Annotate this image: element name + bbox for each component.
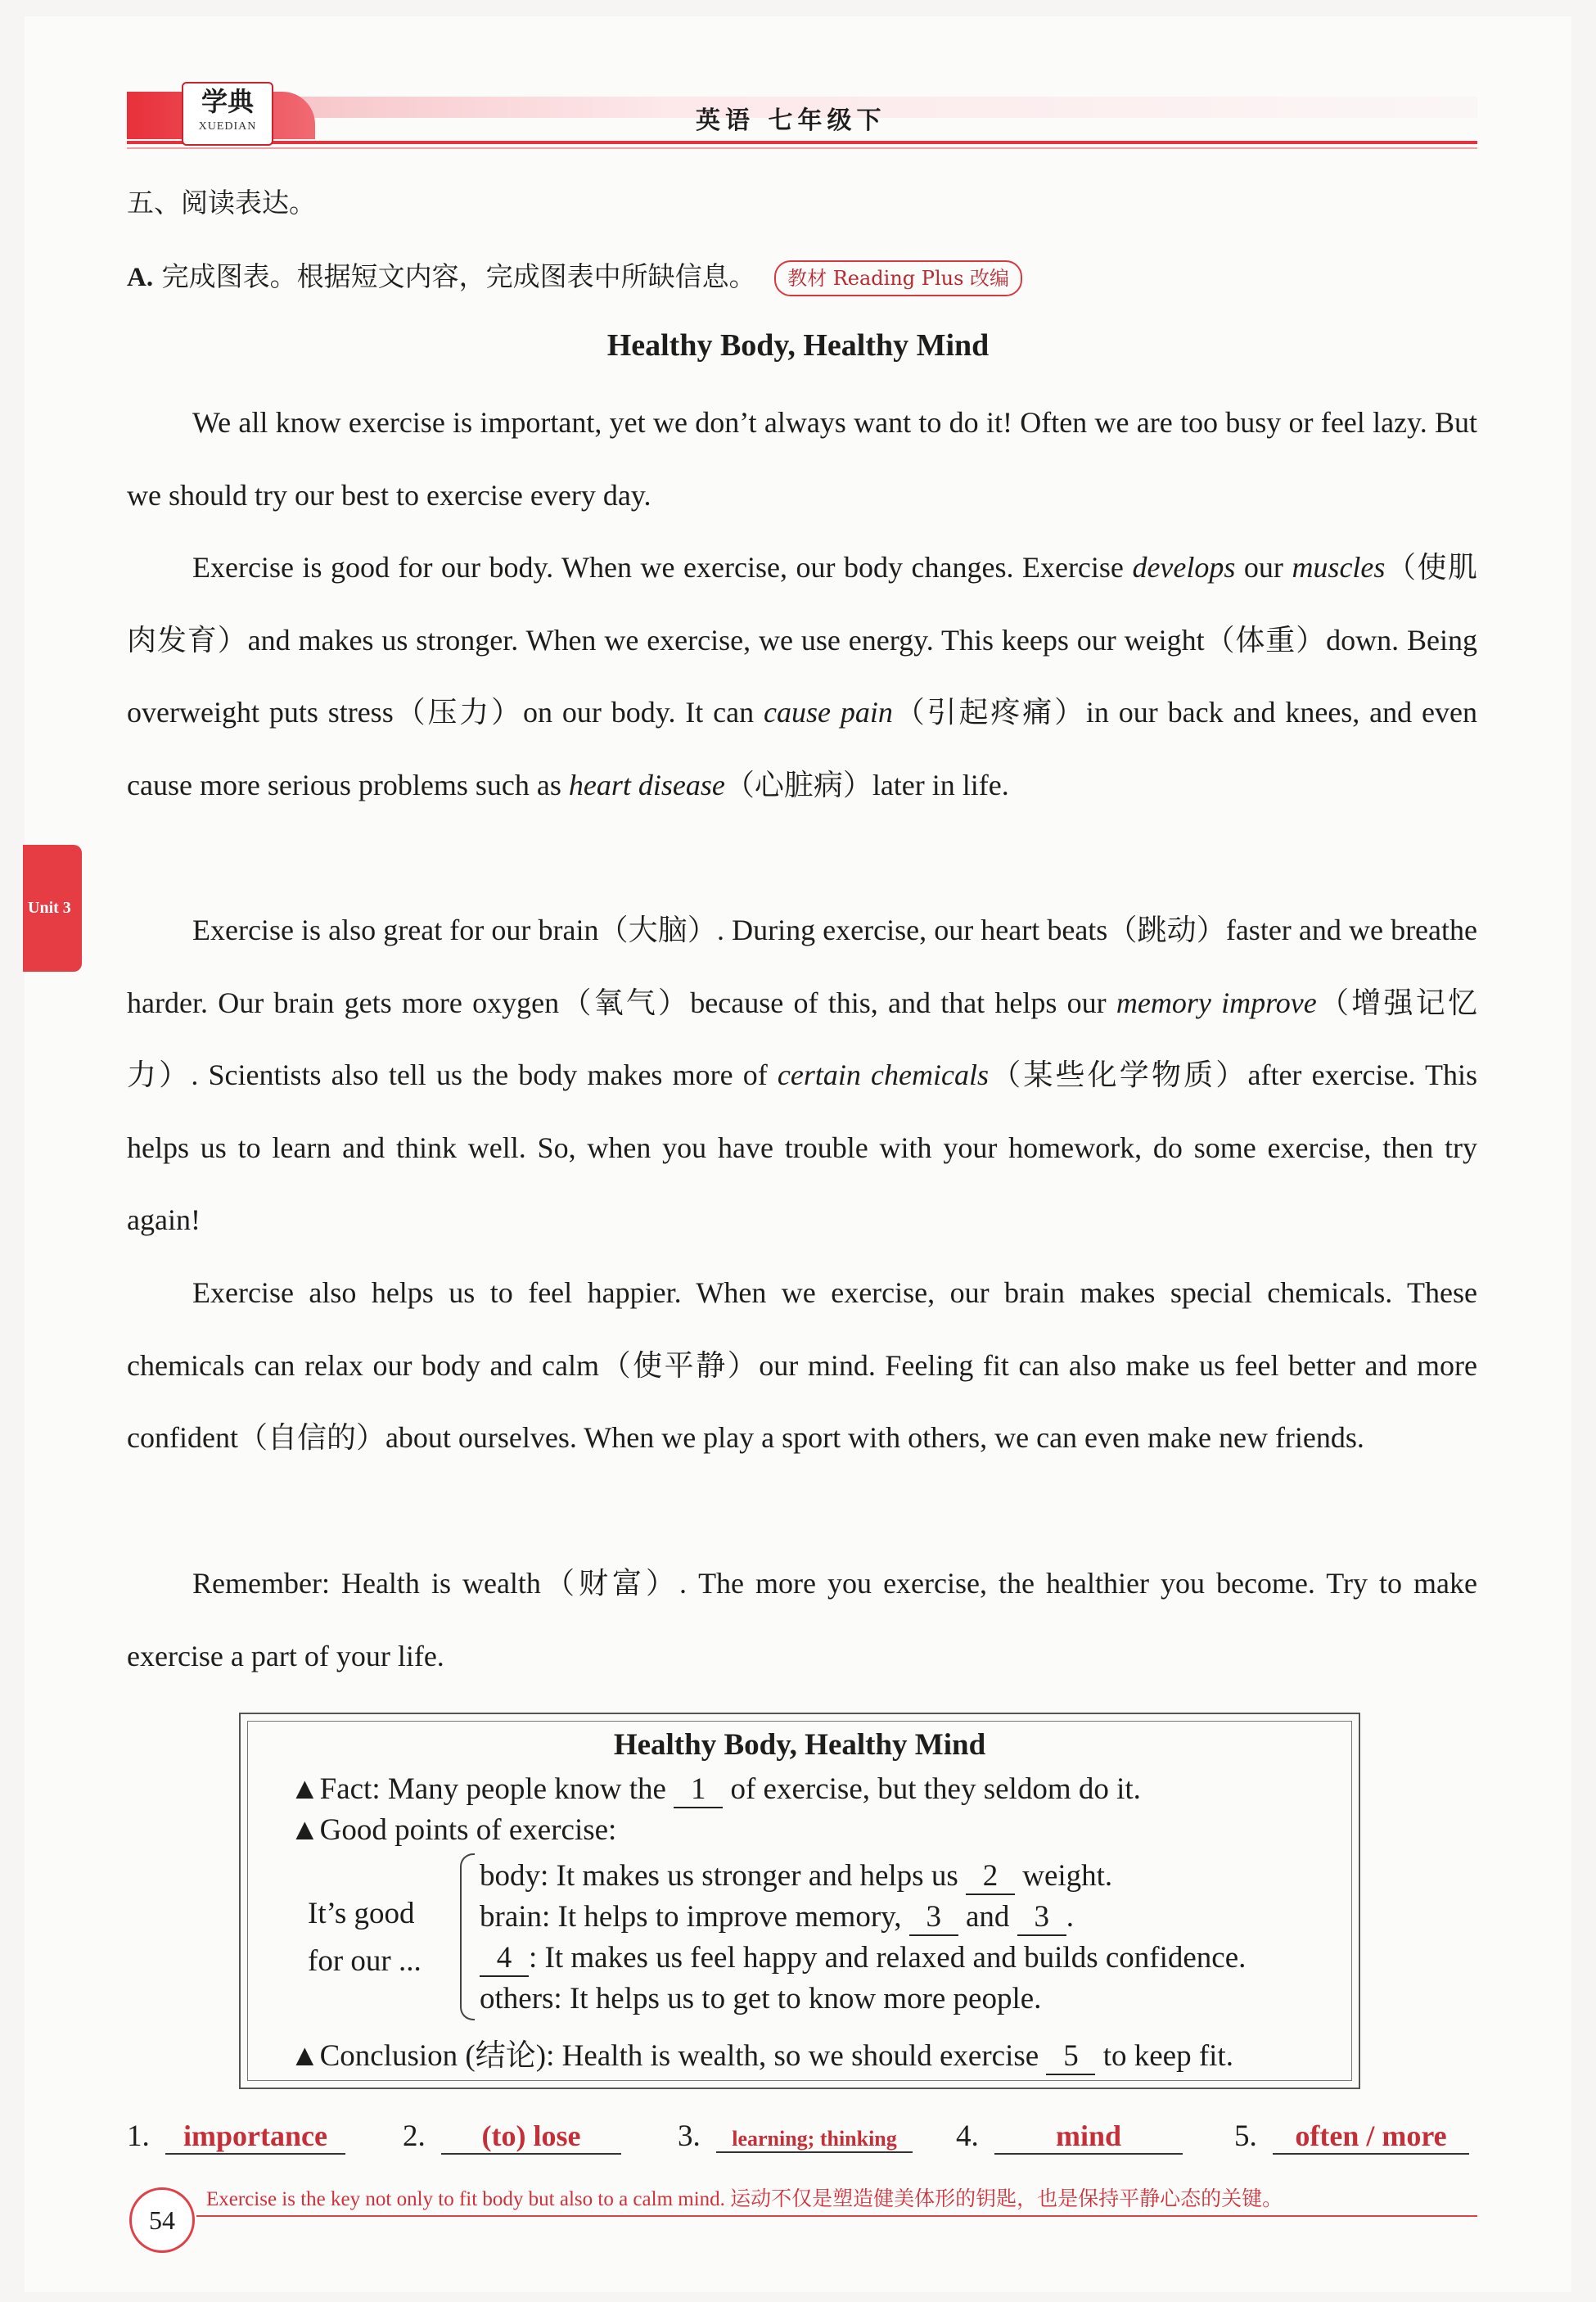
text-run: our xyxy=(1235,551,1292,584)
blank-3b[interactable]: 3 xyxy=(1017,1899,1066,1936)
italic-term: heart disease xyxy=(568,768,725,801)
paragraph-text: We all know exercise is important, yet we don’t always want to do it! Often we are too busy or feel lazy. But we should try our best to exercise every day. xyxy=(127,406,1477,512)
chart-others-line: others: It helps us to get to know more people. xyxy=(480,1982,1042,2015)
chart-left-label-1: It’s good xyxy=(308,1897,415,1930)
answer-5 xyxy=(1234,2119,1469,2155)
text-run: ▲Fact: Many people know the xyxy=(290,1772,666,1806)
answer-number: 4. xyxy=(956,2119,979,2153)
text-run: of exercise, but they seldom do it. xyxy=(730,1772,1141,1806)
chart-fact-line xyxy=(290,1772,1141,1808)
answer-1 xyxy=(127,2119,345,2155)
unit-label: Unit 3 xyxy=(28,899,71,917)
chart-brain-line xyxy=(480,1899,1074,1936)
chart-title: Healthy Body, Healthy Mind xyxy=(613,1728,986,1762)
footer-rule xyxy=(196,2215,1477,2217)
paragraph-text xyxy=(127,894,1477,1257)
text-run: Health is wealth, so we should exercise xyxy=(561,2039,1039,2073)
paragraph-text xyxy=(127,531,1477,821)
answer-text[interactable]: mind xyxy=(994,2119,1183,2155)
sub-heading-text: 完成图表。根据短文内容，完成图表中所缺信息。 xyxy=(161,260,756,292)
unit-side-tab xyxy=(23,845,82,972)
logo xyxy=(182,82,273,146)
sub-heading-prefix: A. xyxy=(127,263,154,292)
sub-heading xyxy=(127,255,1022,296)
logo-text-en: XUEDIAN xyxy=(198,120,257,133)
paragraph-text: Exercise also helps us to feel happier. When we exercise, our brain makes special chemicals. These chemicals can relax our body and calm（使平静）our mind. Feeling fit can also make us feel better and more confident（自信的）about ourselves. When we play a sport with others, we can even make new friends. xyxy=(127,1276,1477,1454)
article-paragraph-5 xyxy=(127,1547,1477,1692)
answer-text[interactable]: often / more xyxy=(1273,2119,1469,2155)
article-paragraph-3 xyxy=(127,894,1477,1257)
logo-text-cn: 学典 xyxy=(201,86,254,117)
chart-good-points: ▲Good points of exercise: xyxy=(290,1813,617,1847)
summary-chart xyxy=(239,1713,1360,2089)
answer-text[interactable]: importance xyxy=(165,2119,345,2155)
brace-icon xyxy=(460,1853,475,2020)
blank-4[interactable]: 4 xyxy=(480,1940,529,1977)
answer-4 xyxy=(956,2119,1183,2155)
article-paragraph-4 xyxy=(127,1257,1477,1474)
chart-body-line xyxy=(480,1858,1112,1895)
answer-2 xyxy=(403,2119,621,2155)
text-run: weight. xyxy=(1022,1859,1113,1893)
text-run: body: It makes us stronger and helps us xyxy=(480,1859,958,1893)
chart-left-label-2: for our ... xyxy=(308,1944,422,1978)
text-run: （某些化学物质）after exercise. This helps us to learn and think well. So, when you have trouble with your homework, do some exercise, then try again! xyxy=(127,1058,1478,1236)
text-run: and xyxy=(966,1900,1010,1934)
article-paragraph-2 xyxy=(127,531,1477,821)
header-rule xyxy=(127,141,1477,144)
text-run: Exercise is also great for our brain（大脑）. During exercise, our heart beats（跳动）faster and we breathe harder. Our brain gets more oxygen（氧气）because of this, and that helps our xyxy=(127,914,1477,1019)
answer-number: 3. xyxy=(678,2119,701,2153)
text-run: brain: It helps to improve memory, xyxy=(480,1900,902,1934)
italic-term: cause pain xyxy=(764,696,893,729)
italic-term: develops xyxy=(1132,551,1236,584)
text-run: to keep fit. xyxy=(1102,2039,1233,2073)
chart-conclusion-line xyxy=(290,2030,1233,2075)
footer-motto: Exercise is the key not only to fit body but also to a calm mind. 运动不仅是塑造健美体形的钥匙，也是保持平静心态的关键。 xyxy=(206,2188,1283,2210)
text-run: ▲Conclusion (结论): xyxy=(290,2039,555,2073)
answer-text[interactable]: learning; thinking xyxy=(716,2127,913,2153)
answer-number: 2. xyxy=(403,2119,426,2153)
text-run: （引起疼痛）in our back and knees, and even cause more serious problems such as xyxy=(127,696,1477,801)
text-run: （增强记忆力）. Scientists also tell us the body makes more of xyxy=(127,986,1477,1091)
article-title: Healthy Body, Healthy Mind xyxy=(606,328,990,363)
blank-2[interactable]: 2 xyxy=(966,1858,1015,1895)
paragraph-text: Remember: Health is wealth（财富）. The more you exercise, the healthier you become. Try to make exercise a part of your life. xyxy=(127,1567,1477,1672)
section-heading: 五、阅读表达。 xyxy=(127,187,316,219)
italic-term: muscles xyxy=(1292,551,1386,584)
answer-number: 5. xyxy=(1234,2119,1257,2153)
blank-1[interactable]: 1 xyxy=(674,1772,723,1808)
blank-3a[interactable]: 3 xyxy=(909,1899,958,1936)
page-number: 54 xyxy=(129,2187,195,2253)
source-badge: 教材 Reading Plus 改编 xyxy=(774,260,1022,296)
blank-5[interactable]: 5 xyxy=(1046,2038,1095,2075)
answer-3 xyxy=(678,2119,913,2154)
text-run: （使肌肉发育）and makes us stronger. When we exercise, we use energy. This keeps our weight（体重）down. Being overweight puts stress（压力）on our body. It can xyxy=(127,551,1477,729)
header-rule-thin xyxy=(127,147,1477,149)
text-run: （心脏病）later in life. xyxy=(724,768,1009,801)
italic-term: memory improve xyxy=(1116,986,1317,1019)
answer-number: 1. xyxy=(127,2119,150,2153)
text-run: Exercise is good for our body. When we exercise, our body changes. Exercise xyxy=(192,551,1133,584)
chart-mind-line xyxy=(480,1940,1246,1977)
text-run: . xyxy=(1066,1900,1074,1934)
header-title: 英语 七年级下 xyxy=(696,106,886,135)
italic-term: certain chemicals xyxy=(777,1058,989,1091)
text-run: : It makes us feel happy and relaxed and builds confidence. xyxy=(529,1941,1247,1975)
answer-text[interactable]: (to) lose xyxy=(441,2119,621,2155)
article-paragraph-1 xyxy=(127,386,1477,531)
